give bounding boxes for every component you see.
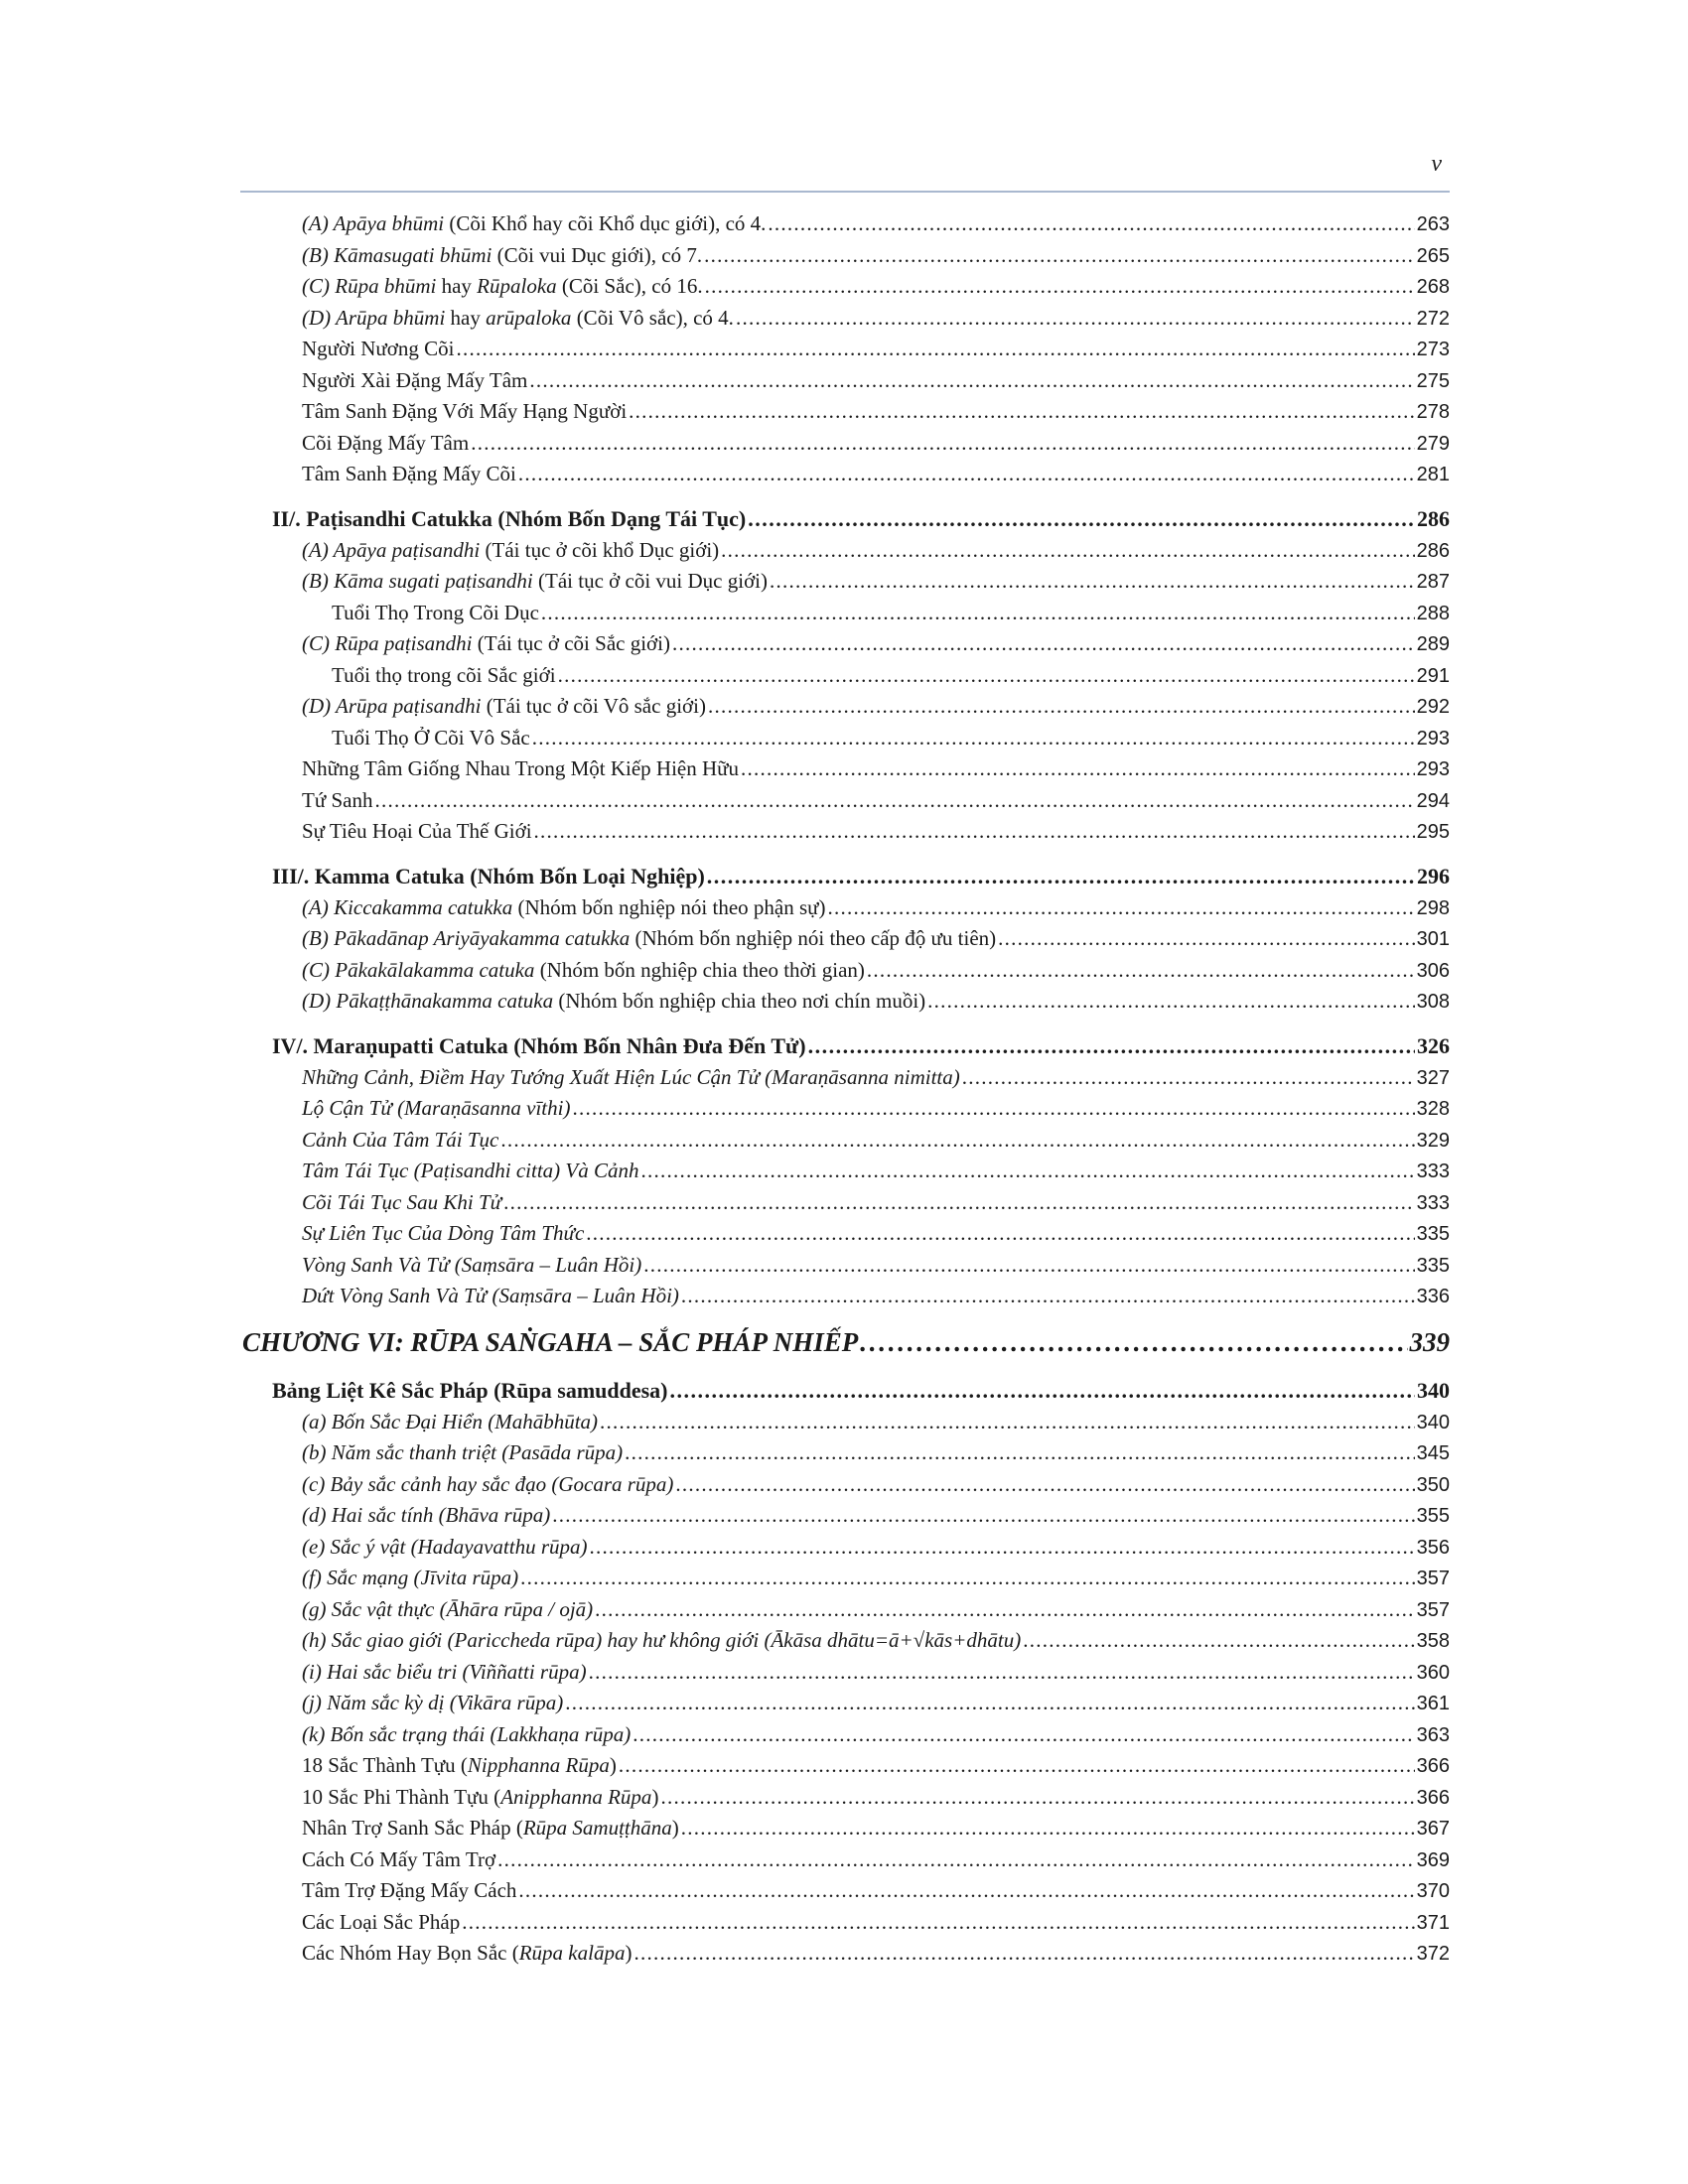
dot-leader	[558, 660, 1415, 692]
toc-entry-title	[302, 1500, 550, 1532]
toc-entry-title	[302, 1281, 679, 1312]
toc-entry-title-part: (h) Sắc giao giới (Pariccheda rūpa) hay hư không giới (Ākāsa dhātu=ā+√kās+dhātu)	[302, 1628, 1022, 1652]
toc-entry-title	[302, 1813, 679, 1844]
toc-entry[interactable]	[240, 691, 1450, 723]
dot-leader	[672, 628, 1415, 660]
toc-entry[interactable]	[240, 1062, 1450, 1094]
toc-entry-title	[302, 208, 766, 240]
toc-entry-title-part: Tâm Trợ Đặng Mấy Cách	[302, 1878, 517, 1902]
toc-entry-page: 291	[1416, 664, 1450, 687]
dot-leader	[471, 428, 1414, 460]
toc-entry-title-part: Tuổi Thọ Ở Cõi Vô Sắc	[332, 725, 530, 750]
toc-entry-page: 345	[1416, 1442, 1450, 1464]
toc-entry-title-part: Rūpa kalāpa	[518, 1941, 626, 1965]
toc-entry[interactable]	[240, 1813, 1450, 1844]
toc-entry[interactable]	[240, 955, 1450, 987]
toc-entry-title	[302, 240, 702, 272]
toc-entry-title	[302, 1437, 623, 1469]
toc-entry-title-part: Vòng Sanh Và Tử (Saṃsāra – Luân Hồi)	[302, 1252, 642, 1277]
dot-leader	[748, 502, 1415, 535]
dot-leader	[497, 1844, 1415, 1876]
toc-entry-title	[332, 660, 556, 692]
toc-entry-title	[302, 753, 739, 785]
toc-entry[interactable]	[240, 1625, 1450, 1657]
toc-entry-title	[302, 1407, 598, 1438]
dot-leader	[736, 303, 1415, 335]
toc-entry-title-part: Lộ Cận Tử (Maraṇāsanna vīthi)	[302, 1096, 571, 1120]
toc-entry-title-part: (Nhóm bốn nghiệp nói theo phận sự)	[512, 894, 826, 919]
toc-entry[interactable]	[240, 208, 1450, 240]
toc-entry-title	[302, 691, 706, 723]
toc-entry-page: 281	[1416, 464, 1450, 485]
toc-entry[interactable]	[240, 535, 1450, 567]
toc-entry-title-part: hay	[436, 274, 478, 298]
toc-entry-title-part: (a) Bốn Sắc Đại Hiển (Mahābhūta)	[302, 1409, 599, 1433]
toc-entry-title-part: Tuổi thọ trong cõi Sắc giới	[332, 662, 556, 687]
toc-entry-title-part: CHƯƠNG VI: RŪPA SAṄGAHA – SẮC PHÁP NHIẾP	[242, 1326, 859, 1357]
toc-entry-page: 366	[1416, 1786, 1450, 1809]
dot-leader	[808, 1029, 1415, 1062]
toc-entry[interactable]	[240, 1594, 1450, 1626]
toc-entry-title	[302, 566, 768, 598]
toc-entry-title-part: Các Nhóm Hay Bọn Sắc (	[302, 1941, 519, 1965]
toc-entry-page: 366	[1416, 1755, 1450, 1777]
toc-entry-title-part: Dứt Vòng Sanh Và Tử (Saṃsāra – Luân Hồi)	[302, 1284, 679, 1307]
toc-entry-title-part: (g) Sắc vật thực (Āhāra rūpa / ojā)	[302, 1596, 594, 1621]
toc-entry-title	[302, 955, 865, 987]
toc-entry[interactable]	[240, 1187, 1450, 1219]
toc-entry-title-part: )	[671, 1816, 679, 1840]
toc-entry-title	[302, 459, 516, 490]
toc-entry[interactable]	[240, 923, 1450, 955]
dot-leader	[619, 1750, 1415, 1782]
toc-entry-title-part: (i) Hai sắc biểu tri (Viññatti rūpa)	[302, 1659, 587, 1684]
toc-entry-title	[302, 303, 734, 335]
toc-entry-title-part: Cõi Đặng Mấy Tâm	[302, 430, 470, 455]
toc-entry-title-part: arūpaloka	[486, 305, 572, 330]
toc-entry[interactable]	[240, 271, 1450, 303]
dot-leader	[552, 1500, 1414, 1532]
toc-entry-title-part: Rūpaloka	[477, 274, 557, 298]
header-rule	[240, 191, 1450, 193]
toc-entry-title-part: Cách Có Mấy Tâm Trợ	[302, 1846, 496, 1871]
toc-entry[interactable]	[240, 628, 1450, 660]
dot-leader	[708, 691, 1415, 723]
toc-entry[interactable]	[240, 1750, 1450, 1782]
toc-entry-title	[302, 1657, 587, 1689]
toc-entry-page: 298	[1416, 896, 1450, 919]
dot-leader	[707, 860, 1415, 892]
toc-entry-page: 360	[1416, 1661, 1450, 1684]
toc-entry-page: 292	[1416, 696, 1450, 718]
toc-entry-title-part: Tâm Tái Tục (Paṭisandhi citta) Và Cảnh	[302, 1159, 639, 1182]
dot-leader	[595, 1594, 1414, 1626]
toc-entry-title-part: (D) Arūpa paṭisandhi	[302, 694, 482, 718]
toc-entry-page: 339	[1409, 1326, 1450, 1357]
toc-entry-title-part: (B) Pākadānap Ariyāyakamma catukka	[302, 926, 631, 950]
toc-entry[interactable]	[240, 660, 1450, 692]
dot-leader	[589, 1657, 1415, 1689]
dot-leader	[572, 1093, 1414, 1125]
toc-entry-title	[302, 1750, 617, 1782]
toc-entry-title-part: Những Tâm Giống Nhau Trong Một Kiếp Hiện Hữu	[302, 756, 740, 780]
toc-entry-title-part: Nhân Trợ Sanh Sắc Pháp (	[302, 1816, 523, 1840]
toc-entry-page: 340	[1416, 1411, 1450, 1433]
toc-entry-title-part: (Tái tục ở cõi vui Dục giới)	[532, 569, 768, 593]
toc-entry-page: 356	[1416, 1536, 1450, 1559]
toc-entry-page: 273	[1416, 339, 1450, 360]
dot-leader	[660, 1782, 1414, 1814]
toc-entry-page: 363	[1416, 1723, 1450, 1746]
toc-entry-title-part: )	[625, 1941, 633, 1965]
toc-entry-title-part: (A) Apāya paṭisandhi	[302, 537, 481, 562]
dot-leader	[962, 1062, 1415, 1094]
dot-leader	[500, 1125, 1414, 1157]
toc-entry-page: 296	[1417, 863, 1450, 888]
toc-entry-title-part: (Cõi Sắc), có 16.	[556, 274, 703, 298]
dot-leader	[741, 753, 1415, 785]
toc-entry-title-part: (d) Hai sắc tính (Bhāva rūpa)	[302, 1503, 551, 1527]
toc-entry-title-part: (C) Pākakālakamma catuka	[302, 957, 535, 982]
toc-entry-page: 372	[1416, 1943, 1450, 1965]
dot-leader	[600, 1407, 1415, 1438]
toc-entry-title-part: Tuổi Thọ Trong Cõi Dục	[332, 600, 539, 624]
toc-entry-page: 286	[1416, 539, 1450, 562]
toc-entry-title	[302, 1187, 501, 1219]
toc-entry-title	[302, 1250, 641, 1282]
toc-entry-title	[302, 271, 703, 303]
toc-entry[interactable]	[240, 1407, 1450, 1438]
toc-entry-title	[302, 535, 719, 567]
toc-entry[interactable]	[240, 1281, 1450, 1312]
toc-entry-title-part: (b) Năm sắc thanh triệt (Pasāda rūpa)	[302, 1440, 624, 1464]
toc-entry-title-part: Sự Liên Tục Của Dòng Tâm Thức	[302, 1221, 585, 1245]
toc-entry[interactable]	[240, 986, 1450, 1018]
dot-leader	[641, 1156, 1415, 1187]
toc-entry[interactable]	[240, 1250, 1450, 1282]
toc-entry-title-part: (B) Kāma sugati paṭisandhi	[302, 569, 533, 593]
toc-entry[interactable]	[240, 1563, 1450, 1594]
toc-entry-page: 268	[1416, 276, 1450, 298]
toc-entry-title-part: Bảng Liệt Kê Sắc Pháp (Rūpa samuddesa)	[272, 1377, 668, 1403]
toc-entry-page: 279	[1416, 432, 1450, 455]
toc-entry-title	[242, 1322, 858, 1362]
toc-entry-page: 287	[1416, 571, 1450, 593]
toc-entry-title-part: Sự Tiêu Hoại Của Thế Giới	[302, 819, 532, 843]
toc-entry[interactable]	[240, 1218, 1450, 1250]
toc-entry-title-part: Người Nương Cõi	[302, 337, 455, 360]
toc-entry[interactable]	[240, 1719, 1450, 1751]
toc-entry-title-part: (C) Rūpa paṭisandhi	[302, 631, 473, 655]
toc-entry-title-part: IV/. Maraṇupatti Catuka (Nhóm Bốn Nhân Đưa Đến Tử)	[272, 1032, 806, 1058]
toc-entry[interactable]	[240, 334, 1450, 365]
toc-entry-page: 333	[1416, 1191, 1450, 1214]
toc-entry[interactable]	[240, 1782, 1450, 1814]
toc-entry-title	[302, 1532, 588, 1564]
toc-entry-page: 355	[1416, 1505, 1450, 1527]
toc-entry-page: 335	[1416, 1223, 1450, 1245]
toc-entry-page: 301	[1416, 928, 1450, 950]
dot-leader	[633, 1719, 1414, 1751]
toc-entry-title-part: (Cõi Vô sắc), có 4.	[571, 305, 734, 330]
toc-entry-title	[302, 1782, 658, 1814]
toc-entry[interactable]	[240, 365, 1450, 397]
toc-entry-title-part: (A) Kiccakamma catukka	[302, 894, 513, 919]
toc-entry-page: 278	[1416, 401, 1450, 423]
toc-entry[interactable]	[240, 753, 1450, 785]
toc-entry-title-part: (D) Arūpa bhūmi	[302, 305, 446, 330]
toc-entry-page: 275	[1416, 369, 1450, 392]
toc-entry[interactable]	[240, 459, 1450, 490]
dot-leader	[629, 396, 1414, 428]
toc-entry[interactable]	[240, 1844, 1450, 1876]
dot-leader	[520, 1563, 1415, 1594]
toc-entry-title	[302, 1625, 1021, 1657]
dot-leader	[721, 535, 1414, 567]
toc-entry-title	[302, 1563, 518, 1594]
dot-leader	[590, 1532, 1415, 1564]
dot-leader	[462, 1907, 1414, 1939]
toc-entry-page: 350	[1416, 1473, 1450, 1496]
toc-entry[interactable]	[240, 1437, 1450, 1469]
toc-entry-title	[302, 1938, 632, 1970]
toc-entry-page: 357	[1416, 1568, 1450, 1589]
toc-entry-title	[272, 1374, 668, 1407]
dot-leader	[1023, 1625, 1414, 1657]
dot-leader	[374, 785, 1414, 817]
toc-entry[interactable]	[240, 1029, 1450, 1062]
toc-entry-title-part: Anipphanna Rūpa	[500, 1784, 652, 1809]
dot-leader	[633, 1938, 1414, 1970]
dot-leader	[625, 1437, 1414, 1469]
dot-leader	[586, 1218, 1414, 1250]
dot-leader	[675, 1469, 1414, 1501]
toc-entry[interactable]	[240, 1374, 1450, 1407]
toc-entry[interactable]	[240, 723, 1450, 754]
toc-entry-title-part: (Cõi vui Dục giới), có 7.	[492, 242, 703, 267]
toc-entry[interactable]	[240, 396, 1450, 428]
toc-entry-page: 367	[1416, 1818, 1450, 1840]
toc-entry-page: 361	[1416, 1693, 1450, 1714]
toc-entry-page: 358	[1416, 1630, 1450, 1652]
toc-entry-title-part: III/. Kamma Catuka (Nhóm Bốn Loại Nghiệp)	[272, 863, 705, 888]
dot-leader	[670, 1374, 1415, 1407]
toc-entry-page: 286	[1417, 505, 1450, 531]
toc-entry[interactable]	[240, 1469, 1450, 1501]
dot-leader	[704, 240, 1415, 272]
toc-entry-page: 272	[1416, 307, 1450, 330]
toc-entry-title	[302, 1875, 516, 1907]
dot-leader	[532, 723, 1415, 754]
toc-entry[interactable]	[240, 303, 1450, 335]
dot-leader	[705, 271, 1415, 303]
dot-leader	[518, 1875, 1414, 1907]
toc-entry-title	[272, 502, 746, 535]
dot-leader	[828, 892, 1415, 924]
toc-entry-title-part: (c) Bảy sắc cảnh hay sắc đạo (Gocara rūpa)	[302, 1471, 674, 1496]
toc-entry-page: 293	[1416, 758, 1450, 780]
toc-entry-title-part: Tứ Sanh	[302, 787, 373, 812]
toc-entry-title-part: (Tái tục ở cõi Sắc giới)	[472, 631, 670, 655]
toc-entry[interactable]	[240, 785, 1450, 817]
toc-entry-title	[332, 598, 539, 629]
toc-entry-title-part: Cảnh Của Tâm Tái Tục	[302, 1127, 499, 1152]
dot-leader	[643, 1250, 1414, 1282]
toc-entry-title-part: (A) Apāya bhūmi	[302, 211, 445, 235]
toc-entry-title	[302, 1156, 639, 1187]
page-number: v	[1431, 151, 1442, 177]
dot-leader	[681, 1813, 1415, 1844]
toc-entry-title	[302, 428, 469, 460]
toc-entry-page: 289	[1416, 633, 1450, 655]
toc-entry-title	[302, 785, 372, 817]
toc-entry-title	[302, 1093, 570, 1125]
toc-entry-title-part: (e) Sắc ý vật (Hadayavatthu rūpa)	[302, 1534, 588, 1559]
toc-entry-page: 370	[1416, 1880, 1450, 1902]
toc-entry-title	[302, 1125, 498, 1157]
toc-entry-title-part: (j) Năm sắc kỳ dị (Vikāra rūpa)	[302, 1691, 564, 1714]
toc-entry-title-part: (Nhóm bốn nghiệp chia theo thời gian)	[534, 957, 865, 982]
toc-entry-title	[302, 396, 627, 428]
dot-leader	[541, 598, 1415, 629]
toc-entry[interactable]	[240, 598, 1450, 629]
toc-entry-title-part: Các Loại Sắc Pháp	[302, 1909, 461, 1934]
toc-entry-title-part: II/. Paṭisandhi Catukka (Nhóm Bốn Dạng Tái Tục)	[272, 505, 747, 531]
toc-entry-page: 265	[1416, 244, 1450, 267]
toc-entry[interactable]	[240, 502, 1450, 535]
toc-entry-title	[302, 628, 670, 660]
toc-entry[interactable]	[240, 1093, 1450, 1125]
dot-leader	[867, 955, 1415, 987]
toc-entry-title	[302, 923, 996, 955]
toc-entry-title-part: (Nhóm bốn nghiệp nói theo cấp độ ưu tiên)	[630, 926, 997, 950]
toc-entry-title-part: Những Cảnh, Điềm Hay Tướng Xuất Hiện Lúc Cận Tử (Maraṇāsanna nimitta)	[302, 1064, 960, 1089]
toc-entry-title-part: Rūpa Samuṭṭhāna	[522, 1816, 672, 1840]
toc-entry-page: 308	[1416, 991, 1450, 1013]
toc-entry-page: 328	[1416, 1098, 1450, 1120]
toc-entry-title	[302, 1844, 495, 1876]
toc-entry[interactable]	[240, 1938, 1450, 1970]
dot-leader	[770, 566, 1415, 598]
toc-entry-title	[302, 1218, 584, 1250]
toc-entry-title	[272, 860, 705, 892]
dot-leader	[456, 334, 1414, 365]
toc-entry-title	[302, 1688, 563, 1719]
toc-entry-page: 335	[1416, 1254, 1450, 1277]
toc-entry-title-part: (B) Kāmasugati bhūmi	[302, 242, 492, 267]
toc-entry[interactable]	[240, 1156, 1450, 1187]
toc-entry-title-part: )	[609, 1753, 617, 1777]
toc-entry-page: 340	[1417, 1377, 1450, 1403]
toc-entry-title-part: Người Xài Đặng Mấy Tâm	[302, 367, 528, 392]
dot-leader	[565, 1688, 1414, 1719]
toc-entry-title-part: 18 Sắc Thành Tựu (	[302, 1753, 468, 1777]
table-of-contents	[240, 208, 1450, 1970]
toc-entry-title	[302, 1062, 960, 1094]
toc-entry-page: 263	[1416, 213, 1450, 235]
toc-entry-page: 371	[1416, 1911, 1450, 1934]
toc-entry-page: 369	[1416, 1848, 1450, 1871]
toc-entry-title-part: (Cõi Khổ hay cõi Khổ dục giới), có 4.	[444, 211, 767, 235]
toc-entry-title-part: 10 Sắc Phi Thành Tựu (	[302, 1784, 501, 1809]
toc-entry-title-part: (k) Bốn sắc trạng thái (Lakkhaṇa rūpa)	[302, 1721, 632, 1746]
toc-entry-title-part: (D) Pākaṭṭhānakamma catuka	[302, 989, 554, 1013]
toc-entry-page: 306	[1416, 959, 1450, 982]
toc-entry[interactable]	[240, 1657, 1450, 1689]
toc-entry[interactable]	[240, 240, 1450, 272]
toc-entry[interactable]	[240, 816, 1450, 848]
toc-entry[interactable]	[240, 1907, 1450, 1939]
toc-entry-title-part: (Tái tục ở cõi Vô sắc giới)	[481, 694, 706, 718]
toc-entry-title	[302, 892, 826, 924]
toc-entry[interactable]	[240, 892, 1450, 924]
dot-leader	[860, 1322, 1407, 1362]
toc-entry[interactable]	[240, 1875, 1450, 1907]
dot-leader	[927, 986, 1414, 1018]
dot-leader	[998, 923, 1414, 955]
dot-leader	[503, 1187, 1415, 1219]
toc-entry-title-part: (Nhóm bốn nghiệp chia theo nơi chín muồi)	[553, 989, 926, 1013]
toc-entry-page: 288	[1416, 602, 1450, 624]
toc-entry-title-part: Nipphanna Rūpa	[467, 1753, 610, 1777]
toc-entry-title-part: Tâm Sanh Đặng Với Mấy Hạng Người	[302, 399, 628, 423]
toc-entry-title	[302, 1719, 631, 1751]
toc-entry[interactable]	[240, 1125, 1450, 1157]
toc-entry-title-part: Tâm Sanh Đặng Mấy Cõi	[302, 462, 516, 485]
toc-entry-title-part: (C) Rūpa bhūmi	[302, 274, 437, 298]
toc-entry-title	[302, 1594, 593, 1626]
dot-leader	[768, 208, 1414, 240]
toc-entry[interactable]	[240, 428, 1450, 460]
toc-entry[interactable]	[240, 1532, 1450, 1564]
toc-entry[interactable]	[240, 860, 1450, 892]
toc-entry-title	[302, 1907, 460, 1939]
toc-entry-title-part: (Tái tục ở cõi khổ Dục giới)	[480, 537, 720, 562]
toc-entry-title	[302, 365, 527, 397]
dot-leader	[534, 816, 1415, 848]
toc-entry[interactable]	[240, 566, 1450, 598]
toc-entry[interactable]	[240, 1322, 1450, 1362]
toc-entry[interactable]	[240, 1500, 1450, 1532]
toc-entry-title	[302, 816, 532, 848]
toc-entry-title-part: )	[651, 1784, 659, 1809]
toc-entry-title	[302, 1469, 673, 1501]
toc-entry-title	[302, 986, 925, 1018]
toc-entry-page: 333	[1416, 1160, 1450, 1182]
toc-entry[interactable]	[240, 1688, 1450, 1719]
toc-entry-title	[302, 334, 454, 365]
toc-entry-page: 293	[1416, 727, 1450, 750]
toc-entry-page: 357	[1416, 1598, 1450, 1621]
dot-leader	[529, 365, 1414, 397]
dot-leader	[518, 459, 1415, 490]
toc-entry-page: 336	[1416, 1286, 1450, 1307]
toc-entry-page: 326	[1417, 1032, 1450, 1058]
toc-entry-page: 295	[1416, 821, 1450, 843]
dot-leader	[681, 1281, 1415, 1312]
toc-entry-page: 327	[1416, 1066, 1450, 1089]
toc-entry-page: 294	[1416, 789, 1450, 812]
toc-entry-title-part: Cõi Tái Tục Sau Khi Tử	[302, 1189, 502, 1214]
toc-entry-page: 329	[1416, 1129, 1450, 1152]
toc-entry-title	[332, 723, 530, 754]
toc-entry-title-part: hay	[445, 305, 487, 330]
toc-entry-title-part: (f) Sắc mạng (Jīvita rūpa)	[302, 1566, 519, 1589]
toc-entry-title	[272, 1029, 806, 1062]
